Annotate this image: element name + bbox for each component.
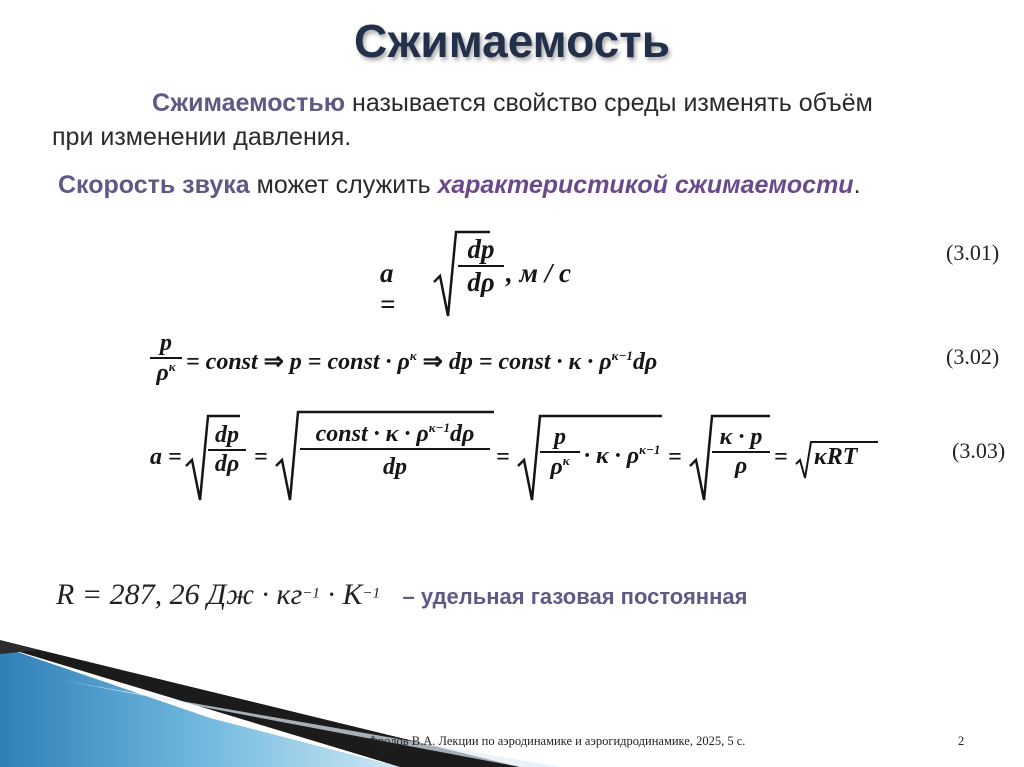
equation-number-2: (3.02) bbox=[946, 344, 1000, 369]
equation-number-3: (3.03) bbox=[952, 438, 1006, 463]
sound-speed-end: . bbox=[853, 171, 861, 199]
gas-constant-sup-2: −1 bbox=[362, 585, 381, 602]
eq1-denominator: dρ bbox=[458, 265, 504, 298]
definition-text-1: называется свойство среды изменять объём bbox=[345, 89, 873, 117]
definition-text-2: при изменении давления. bbox=[52, 123, 352, 151]
eq3-lhs: a = bbox=[150, 444, 182, 470]
gas-constant-line bbox=[56, 578, 747, 612]
definition-paragraph bbox=[52, 86, 972, 154]
eq3-f1-denominator: dρ bbox=[208, 449, 246, 478]
eq2-denominator: ρ bbox=[156, 360, 169, 386]
eq2-den-sup: κ bbox=[168, 359, 176, 374]
footer-citation: Фролов В.А. Лекции по аэродинамике и аэрогидродинамике, 2025, 5 с. bbox=[368, 734, 746, 748]
eq2-part3-sup: κ−1 bbox=[611, 348, 633, 363]
term-sound-speed: Скорость звука bbox=[58, 171, 250, 199]
eq2-numerator: p bbox=[160, 330, 172, 356]
page-number: 2 bbox=[958, 734, 965, 748]
eq1-unit: , м / с bbox=[506, 258, 571, 288]
sound-speed-middle: может служить bbox=[249, 171, 438, 199]
gas-constant-sup-1: −1 bbox=[302, 585, 320, 602]
eq2-part3-end: dρ bbox=[632, 349, 658, 375]
eq3-equals-1: = bbox=[254, 444, 268, 470]
equation-number-1: (3.01) bbox=[946, 240, 1000, 265]
eq3-f2-num-end: dρ bbox=[449, 421, 475, 447]
eq3-equals-4: = bbox=[774, 444, 788, 470]
eq2-part1: = const bbox=[186, 349, 258, 375]
eq2-part2-sup: κ bbox=[409, 348, 417, 363]
eq3-f1-numerator: dp bbox=[215, 422, 239, 448]
eq1-lhs: a = bbox=[380, 258, 396, 319]
eq2-part2: p = const · ρ bbox=[289, 349, 410, 375]
eq3-equals-3: = bbox=[668, 444, 682, 470]
eq3-f2-num-sup: κ−1 bbox=[428, 420, 450, 435]
eq3-f4-numerator: κ · p bbox=[719, 424, 763, 450]
sound-speed-paragraph bbox=[58, 168, 978, 202]
term-compressibility: Сжимаемостью bbox=[152, 89, 346, 117]
implies-arrow-icon-2: ⇒ bbox=[422, 349, 443, 375]
equation-3-02 bbox=[150, 330, 770, 400]
eq3-f4-denominator: ρ bbox=[712, 451, 770, 480]
eq3-f2-numerator: const · κ · ρ bbox=[315, 421, 429, 447]
eq3-f3-den-sup: κ bbox=[562, 453, 570, 468]
eq3-equals-2: = bbox=[496, 444, 510, 470]
gas-constant-mid: · K bbox=[319, 578, 363, 611]
gas-constant-formula: R = 287, 26 Дж · кг bbox=[56, 578, 303, 611]
eq3-f2-denominator: dp bbox=[300, 448, 490, 481]
eq3-f3-numerator: p bbox=[554, 424, 566, 450]
eq3-f3-mult: · κ · ρ bbox=[584, 443, 640, 469]
implies-arrow-icon: ⇒ bbox=[263, 349, 284, 375]
eq2-part3: dp = const · κ · ρ bbox=[448, 349, 612, 375]
eq3-f3-mult-sup: κ−1 bbox=[639, 442, 661, 457]
eq3-f3-denominator: ρ bbox=[550, 454, 563, 480]
gas-constant-description: – удельная газовая постоянная bbox=[402, 584, 748, 609]
equation-3-03 bbox=[150, 410, 880, 506]
eq1-numerator: dp bbox=[467, 234, 495, 264]
slide-title: Сжимаемость bbox=[354, 15, 670, 67]
eq3-last: κRT bbox=[814, 444, 858, 470]
term-characteristic: характеристикой сжимаемости bbox=[437, 171, 854, 199]
